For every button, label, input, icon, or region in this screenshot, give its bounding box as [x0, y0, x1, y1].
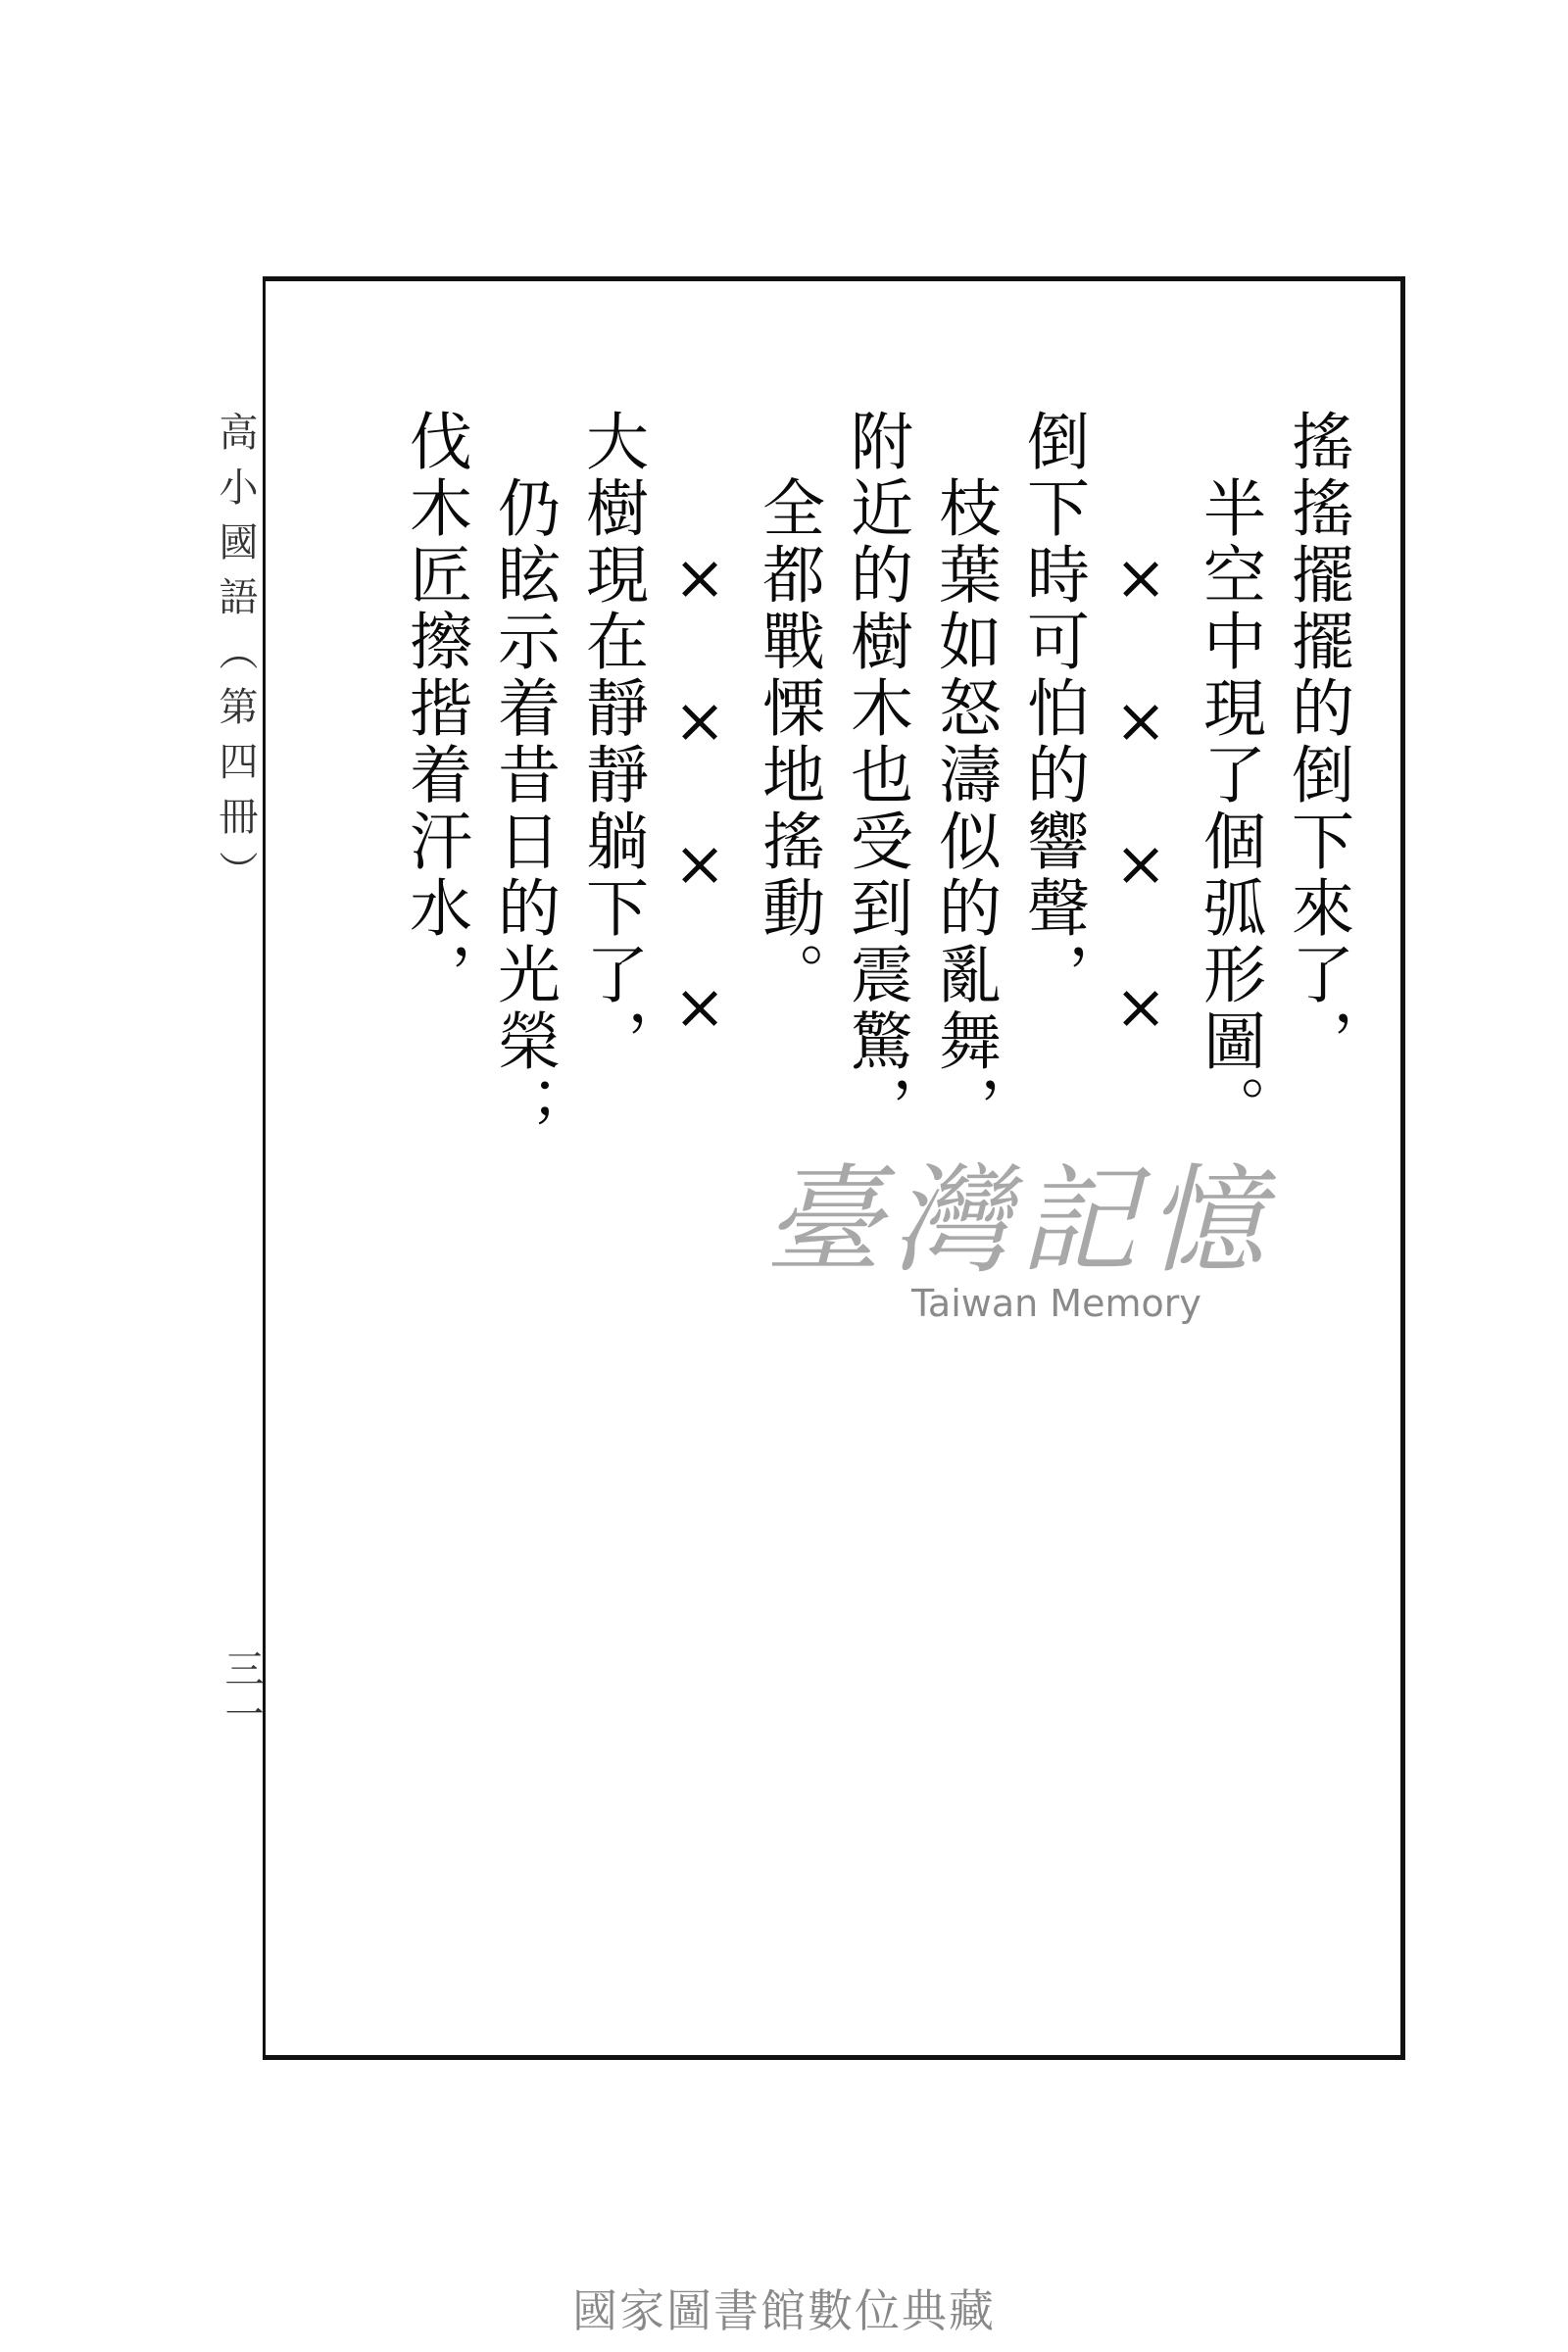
poem-line: 大樹現在靜靜躺下了，: [575, 409, 648, 1075]
poem-line: 枝葉如怒濤似的亂舞，: [928, 409, 1001, 1142]
poem-line: 仍眩示着昔日的光榮；: [487, 409, 560, 1142]
watermark-chinese: 臺灣記憶: [764, 1153, 1274, 1290]
poem-line: 半空中現了個弧形圖。: [1193, 409, 1265, 1142]
poem-line: 全都戰慄地搖動。: [752, 409, 824, 1008]
watermark-english: Taiwan Memory: [911, 1282, 1201, 1325]
page-number: 三一: [219, 1648, 264, 1739]
watermark: [764, 1153, 1274, 1325]
poem-line: 伐木匠擦揩着汗水，: [399, 409, 471, 1008]
poem-line: 倒下時可怕的響聲，: [1016, 409, 1089, 1008]
archive-footer: 國家圖書館數位典藏: [572, 2284, 996, 2337]
poem-line: 附近的樹木也受到震驚，: [840, 409, 912, 1142]
section-divider: × × × ×: [663, 409, 736, 1048]
running-header: 高小國語（第四冊）: [213, 412, 258, 906]
poem-line: 搖搖擺擺的倒下來了，: [1281, 409, 1353, 1075]
section-divider: × × × ×: [1104, 409, 1177, 1048]
